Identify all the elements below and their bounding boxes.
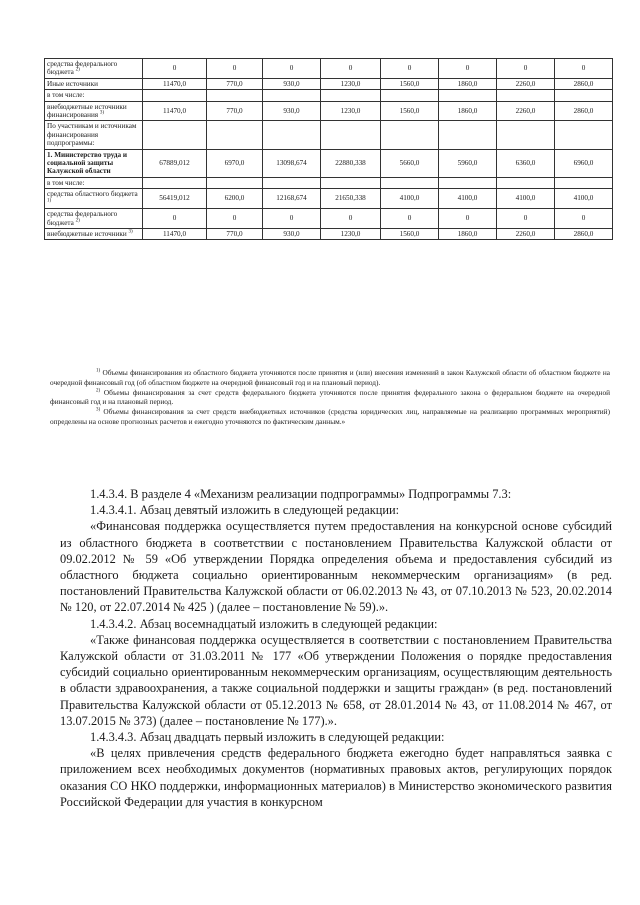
table-cell: 6960,0: [555, 149, 613, 177]
paragraph: 1.4.3.4.1. Абзац девятый изложить в следующей редакции:: [90, 503, 400, 518]
table-cell: [497, 90, 555, 101]
table-cell: 1230,0: [321, 228, 381, 239]
table-cell: 770,0: [207, 228, 263, 239]
financing-table-body: [45, 59, 613, 240]
table-cell: 21650,338: [321, 189, 381, 209]
table-cell: [555, 177, 613, 188]
financing-table: [44, 58, 613, 240]
table-cell: 0: [321, 209, 381, 229]
section-heading: 1.4.3.4. В разделе 4 «Механизм реализации подпрограммы» Подпрограммы 7.3:: [90, 487, 512, 501]
table-cell: 2260,0: [497, 78, 555, 89]
table-cell: [439, 177, 497, 188]
table-cell: 6970,0: [207, 149, 263, 177]
table-cell: 12168,674: [263, 189, 321, 209]
table-cell: 0: [263, 59, 321, 79]
table-cell: 0: [207, 59, 263, 79]
table-cell: 2860,0: [555, 228, 613, 239]
table-cell: 770,0: [207, 101, 263, 121]
table-row: [45, 228, 613, 239]
table-cell: 1230,0: [321, 78, 381, 89]
row-label: внебюджетные источники финансирования $^{3)}$: [45, 101, 143, 121]
table-cell: 0: [439, 209, 497, 229]
table-cell: 67889,012: [143, 149, 207, 177]
table-cell: 0: [207, 209, 263, 229]
table-cell: [263, 121, 321, 149]
table-row: [45, 189, 613, 209]
footnote-1: $^{1)}$ Объемы финансирования из областного бюджета уточняются после принятия и (или) внесения изменений в закон Калужской области об областном бюджете на очередной финансовый год (об областном бюджете на очередной финансовый год и на плановый период).: [50, 368, 611, 387]
row-label: По участникам и источникам финансирования подпрограммы:: [45, 121, 143, 149]
table-cell: [439, 121, 497, 149]
table-cell: 13098,674: [263, 149, 321, 177]
table-cell: 2860,0: [555, 101, 613, 121]
row-label: в том числе:: [45, 177, 143, 188]
table-cell: [207, 121, 263, 149]
table-cell: [381, 121, 439, 149]
table-cell: [555, 121, 613, 149]
table-cell: [497, 177, 555, 188]
table-cell: [321, 177, 381, 188]
table-cell: [555, 90, 613, 101]
table-cell: 4100,0: [381, 189, 439, 209]
table-cell: 1560,0: [381, 228, 439, 239]
table-row: [45, 177, 613, 188]
table-cell: 0: [143, 59, 207, 79]
table-cell: 56419,012: [143, 189, 207, 209]
row-label: в том числе:: [45, 90, 143, 101]
footnote-2: $^{2)}$ Объемы финансирования за счет средств федерального бюджета уточняются после принятия федерального закона о федеральном бюджете на очередной финансовый год и на плановый период.: [50, 387, 610, 407]
table-cell: [497, 121, 555, 149]
document-body: [60, 486, 612, 810]
table-row: [45, 209, 613, 229]
table-cell: [381, 90, 439, 101]
table-cell: [263, 177, 321, 188]
table-cell: 0: [321, 59, 381, 79]
table-cell: 0: [497, 59, 555, 79]
table-cell: 2260,0: [497, 228, 555, 239]
table-cell: [207, 90, 263, 101]
row-label: Иные источники: [45, 78, 143, 89]
table-row: [45, 121, 613, 149]
table-cell: 0: [381, 209, 439, 229]
table-cell: 5960,0: [439, 149, 497, 177]
paragraph: «Финансовая поддержка осуществляется путем предоставления на конкурсной основе субсидий из областного бюджета в соответствии с постановлением Правительства Калужской области от 09.02.2012 № 59 «Об утверждении Порядка определения объема и предоставления субсидий из областного бюджета социально ориентированным некоммерческим организациям» (в ред. постановлений Правительства Калужской области от 06.02.2013 № 43, от 07.10.2013 № 523, 20.02.2014 № 120, от 22.07.2014 № 425 ) (далее – постановление № 59).».: [60, 519, 612, 615]
table-cell: 22880,338: [321, 149, 381, 177]
table-cell: 0: [555, 209, 613, 229]
table-cell: [207, 177, 263, 188]
table-cell: 0: [143, 209, 207, 229]
table-cell: 0: [263, 209, 321, 229]
table-cell: [321, 121, 381, 149]
table-cell: 0: [555, 59, 613, 79]
table-cell: 930,0: [263, 78, 321, 89]
table-row: [45, 90, 613, 101]
row-label: средства областного бюджета $^{1)}$: [45, 189, 143, 209]
table-cell: 770,0: [207, 78, 263, 89]
table-cell: 0: [381, 59, 439, 79]
table-row: [45, 78, 613, 89]
table-cell: 2860,0: [555, 78, 613, 89]
table-cell: 4100,0: [439, 189, 497, 209]
table-cell: 6360,0: [497, 149, 555, 177]
paragraph: 1.4.3.4.3. Абзац двадцать первый изложить в следующей редакции:: [90, 730, 445, 745]
table-cell: [143, 177, 207, 188]
footnotes: [50, 368, 610, 427]
table-cell: 930,0: [263, 101, 321, 121]
table-cell: [439, 90, 497, 101]
table-cell: [321, 90, 381, 101]
table-cell: 1230,0: [321, 101, 381, 121]
row-label: средства федерального бюджета $^{2)}$: [45, 59, 143, 79]
table-cell: 6200,0: [207, 189, 263, 209]
table-cell: 0: [497, 209, 555, 229]
table-cell: 1560,0: [381, 101, 439, 121]
table-cell: 2260,0: [497, 101, 555, 121]
paragraph: «Также финансовая поддержка осуществляется в соответствии с постановлением Правительства Калужской области от 31.03.2011 № 177 «Об утверждении Положения о порядке предоставления субсидий социально ориентированным некоммерческим организациям, осуществляющим деятельность в области здравоохранения, а также социальной поддержки и защиты граждан» (в ред. постановлений Правительства Калужской области от 05.12.2013 № 658, от 28.01.2014 № 43, от 11.08.2014 № 467, от 13.07.2015 № 373) (далее – постановление № 177).».: [60, 632, 612, 728]
footnote-3: $^{3)}$ Объемы финансирования за счет средств внебюджетных источников (средства юридических лиц, направляемые на реализацию программных мероприятий) определены на основе прогнозных расчетов и ежегодно уточняются по фактическим данным.»: [50, 407, 611, 426]
table-row: [45, 59, 613, 79]
table-cell: 11470,0: [143, 78, 207, 89]
table-cell: 1860,0: [439, 78, 497, 89]
table-cell: 4100,0: [555, 189, 613, 209]
table-cell: 5660,0: [381, 149, 439, 177]
table-cell: 1860,0: [439, 101, 497, 121]
table-cell: 0: [439, 59, 497, 79]
table-cell: [263, 90, 321, 101]
table-cell: [381, 177, 439, 188]
table-cell: 11470,0: [143, 101, 207, 121]
table-cell: 11470,0: [143, 228, 207, 239]
table-row: [45, 101, 613, 121]
paragraph: 1.4.3.4.2. Абзац восемнадцатый изложить в следующей редакции:: [90, 616, 438, 631]
row-label: внебюджетные источники $^{3)}$: [45, 228, 143, 239]
table-cell: 1560,0: [381, 78, 439, 89]
table-cell: [143, 121, 207, 149]
row-label: 1. Министерство труда и социальной защиты Калужской области: [45, 149, 143, 177]
row-label: средства федерального бюджета $^{2)}$: [45, 209, 143, 229]
table-row: [45, 149, 613, 177]
paragraph: «В целях привлечения средств федерального бюджета ежегодно будет направляться заявка с приложением всех необходимых документов (нормативных правовых актов, регулирующих порядок оказания СО НКО поддержки, информационных материалов) в Министерство экономического развития Российской Федерации для участия в конкурсном: [60, 746, 612, 809]
table-cell: 4100,0: [497, 189, 555, 209]
table-cell: 930,0: [263, 228, 321, 239]
table-cell: 1860,0: [439, 228, 497, 239]
table-cell: [143, 90, 207, 101]
